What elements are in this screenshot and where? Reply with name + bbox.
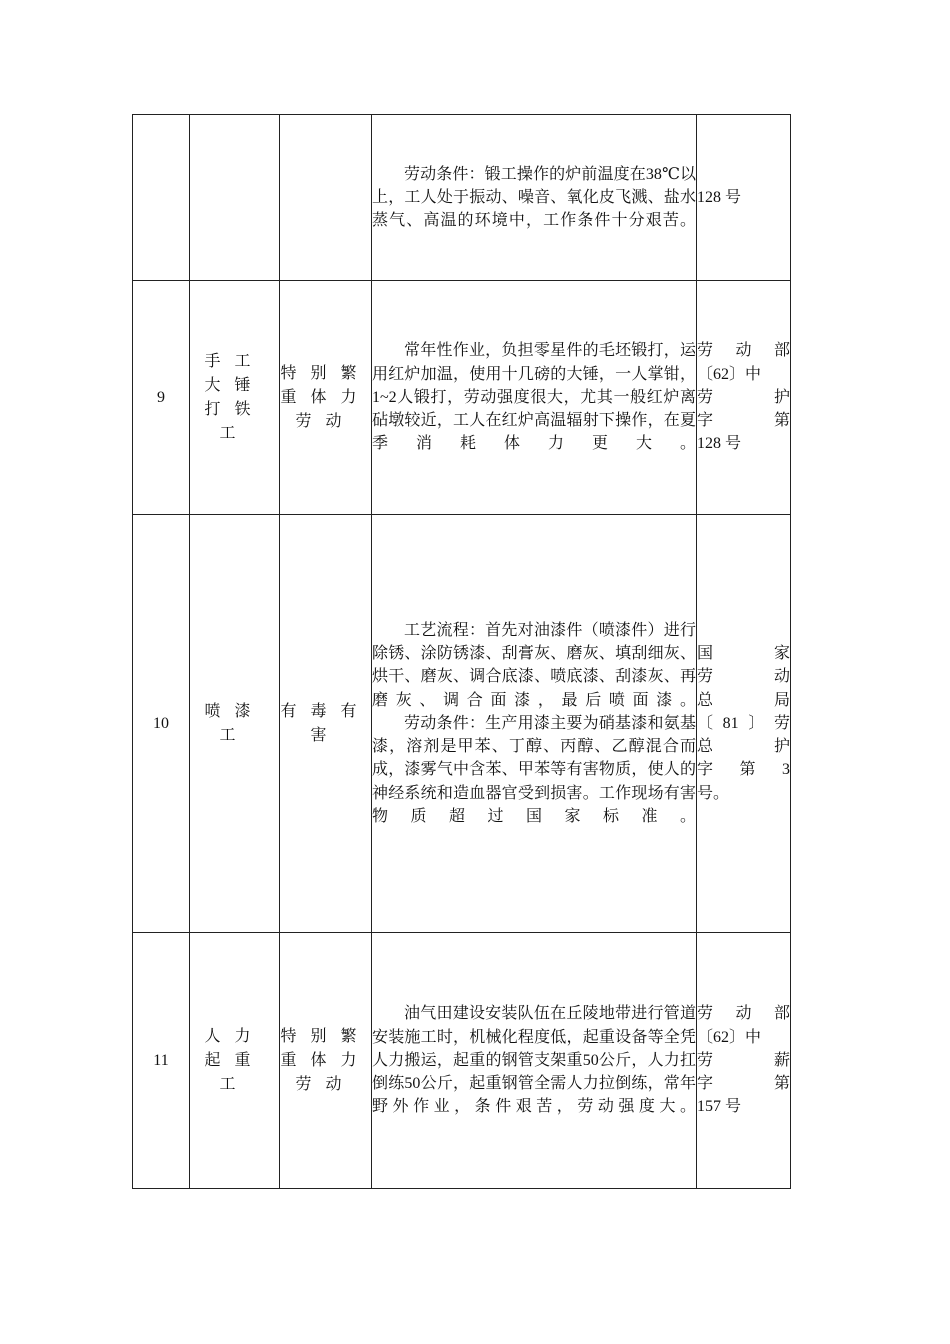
table-row	[133, 115, 791, 281]
basis-line: 劳动部	[697, 342, 790, 360]
basis-line: 号。	[697, 784, 730, 802]
description-paragraph: 工艺流程：首先对油漆件（喷漆件）进行除锈、涂防锈漆、刮膏灰、磨灰、填刮细灰、烘干、磨灰、调合底漆、喷底漆、刮漆灰、再磨灰、调合面漆，最后喷面漆。	[372, 622, 696, 709]
row-number: 9	[133, 281, 190, 515]
basis-line: 字第3	[697, 761, 790, 779]
basis-line: 总护	[697, 738, 790, 756]
table-row	[133, 515, 791, 933]
basis-line: 字第	[697, 412, 790, 430]
job-name: 手工大锤打铁工	[190, 281, 280, 515]
row-number: 11	[133, 933, 190, 1189]
job-description	[372, 281, 697, 515]
basis-document	[697, 281, 791, 515]
row-number	[133, 115, 190, 281]
basis-line: 劳薪	[697, 1051, 790, 1069]
job-name: 喷漆工	[190, 515, 280, 933]
job-category: 特别繁重体力劳动	[280, 281, 372, 515]
basis-line: 总局	[697, 691, 790, 709]
basis-line: 128 号	[697, 188, 742, 206]
job-category: 有毒有害	[280, 515, 372, 933]
basis-line: 157 号	[697, 1098, 742, 1116]
table-row	[133, 281, 791, 515]
job-category	[280, 115, 372, 281]
job-description	[372, 515, 697, 933]
description-paragraph: 劳动条件：锻工操作的炉前温度在38℃以上，工人处于振动、噪音、氧化皮飞溅、盐水蒸气、高温的环境中，工作条件十分艰苦。	[372, 165, 696, 230]
basis-line: 国家	[697, 645, 790, 663]
basis-document	[697, 933, 791, 1189]
basis-line: 劳动部	[697, 1005, 790, 1023]
table-row	[133, 933, 791, 1189]
job-name	[190, 115, 280, 281]
description-paragraph: 油气田建设安装队伍在丘陵地带进行管道安装施工时，机械化程度低，起重设备等全凭人力搬运，起重的钢管支架重50公斤，人力扛倒练50公斤，起重钢管全需人力拉倒练，常年野外作业，条件艰苦，劳动强度大。	[372, 1005, 696, 1116]
basis-line: 劳护	[697, 388, 790, 406]
description-paragraph: 常年性作业，负担零星件的毛坯锻打，运用红炉加温，使用十几磅的大锤，一人掌钳，1~2人锻打，劳动强度很大，尤其一般红炉离砧墩较近，工人在红炉高温辐射下操作，在夏季消耗体力更大。	[372, 342, 696, 453]
basis-line: 〔62〕中	[697, 1028, 762, 1046]
basis-line: 128 号	[697, 435, 742, 453]
description-paragraph: 劳动条件：生产用漆主要为硝基漆和氨基漆，溶剂是甲苯、丁醇、丙醇、乙醇混合而成，漆雾气中含苯、甲苯等有害物质，使人的神经系统和造血器官受到损害。工作现场有害物质超过国家标准。	[372, 714, 696, 825]
basis-document	[697, 515, 791, 933]
job-name: 人力起重工	[190, 933, 280, 1189]
basis-document	[697, 115, 791, 281]
job-description	[372, 115, 697, 281]
basis-line: 〔62〕中	[697, 365, 762, 383]
basis-line: 劳动	[697, 668, 790, 686]
basis-line: 〔81〕劳	[697, 714, 790, 732]
data-table	[132, 114, 791, 1189]
row-number: 10	[133, 515, 190, 933]
basis-line: 字第	[697, 1075, 790, 1093]
job-category: 特别繁重体力劳动	[280, 933, 372, 1189]
job-description	[372, 933, 697, 1189]
